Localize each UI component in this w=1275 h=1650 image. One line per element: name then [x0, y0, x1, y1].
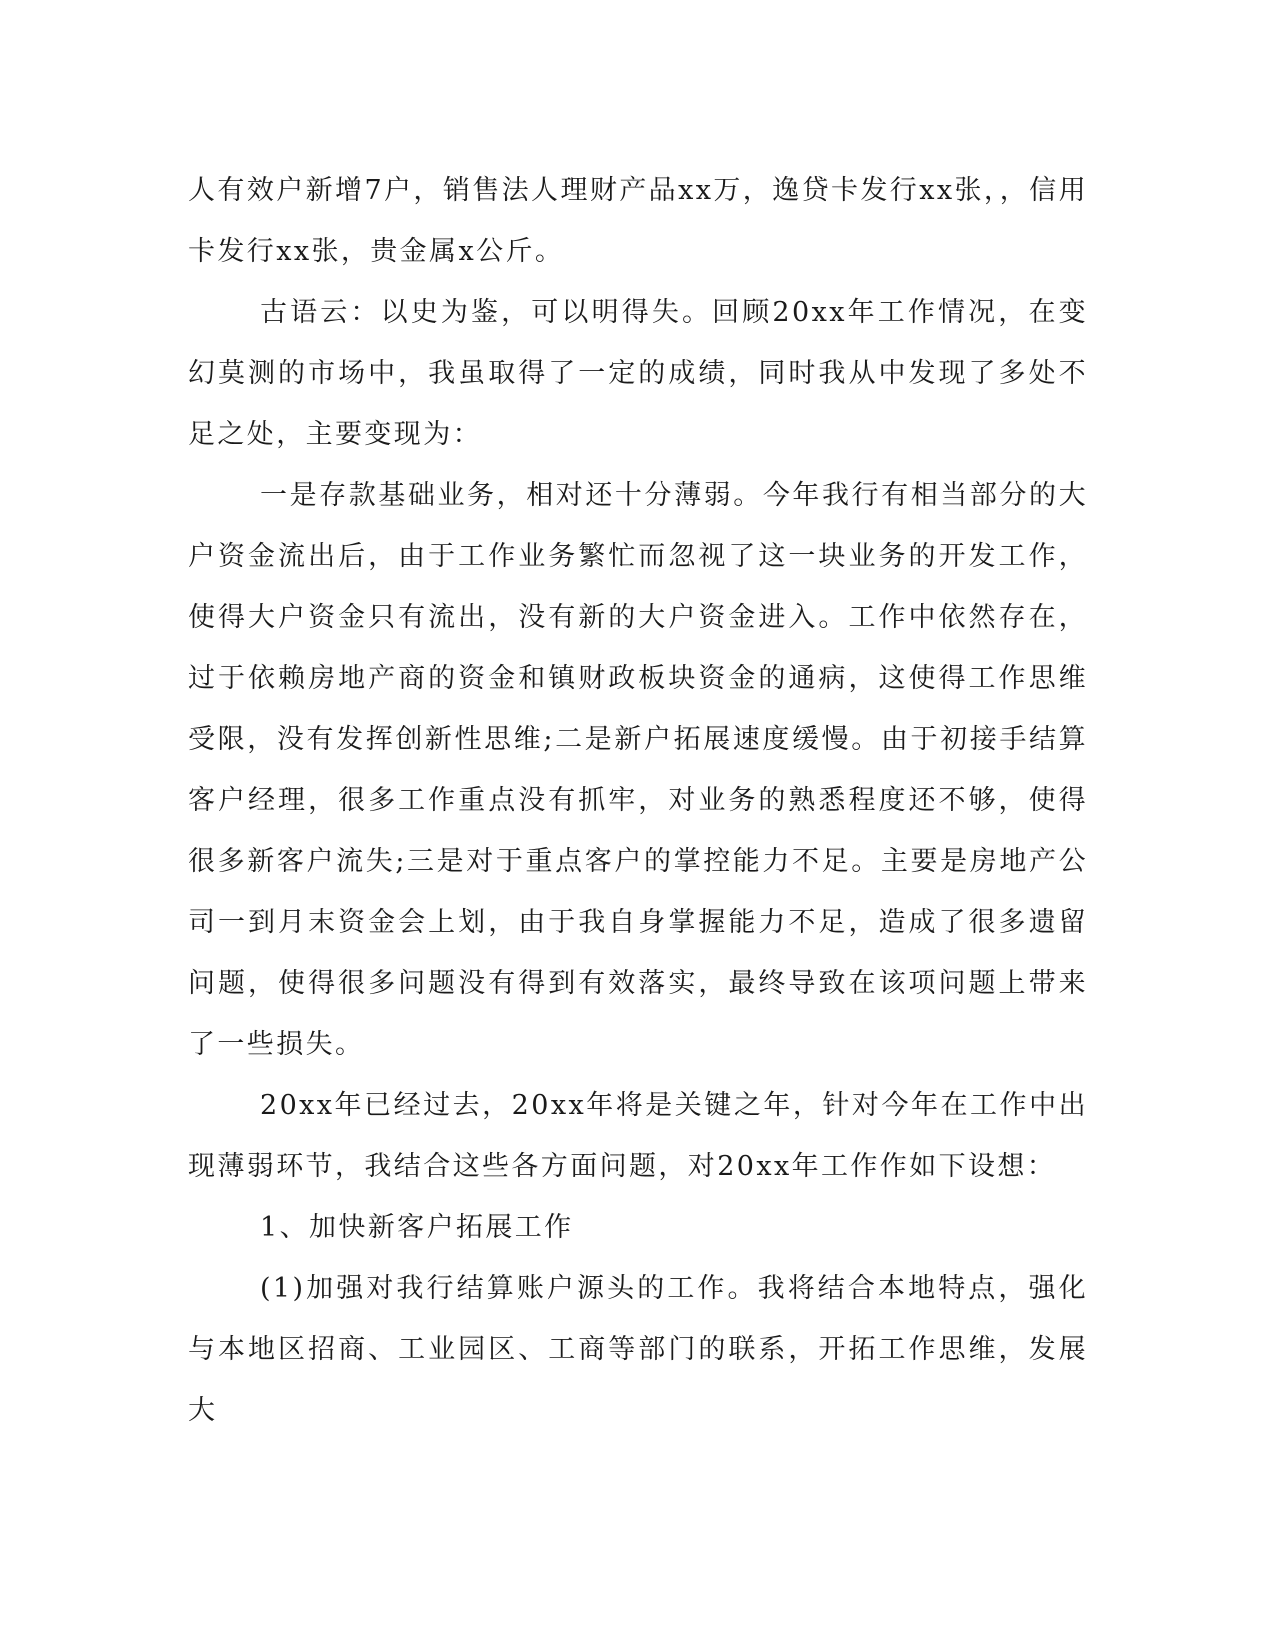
paragraph-review: 古语云：以史为鉴，可以明得失。回顾20xx年工作情况，在变幻莫测的市场中，我虽取得了一定的成绩，同时我从中发现了多处不足之处，主要变现为：: [188, 297, 1088, 450]
section-heading-new-clients: 1、加快新客户拓展工作: [260, 1212, 574, 1243]
paragraph-shortcomings: 一是存款基础业务，相对还十分薄弱。今年我行有相当部分的大户资金流出后，由于工作业务繁忙而忽视了这一块业务的开发工作，使得大户资金只有流出，没有新的大户资金进入。工作中依然存在，过于依赖房地产商的资金和镇财政板块资金的通病，这使得工作思维受限，没有发挥创新性思维;二是新户拓展速度缓慢。由于初接手结算客户经理，很多工作重点没有抓牢，对业务的熟悉程度还不够，使得很多新客户流失;三是对于重点客户的掌控能力不足。主要是房地产公司一到月末资金会上划，由于我自身掌握能力不足，造成了很多遗留问题，使得很多问题没有得到有效落实，最终导致在该项问题上带来了一些损失。: [188, 480, 1088, 1060]
document-body: [188, 160, 1088, 1441]
paragraph-item-1: (1)加强对我行结算账户源头的工作。我将结合本地特点，强化与本地区招商、工业园区、工商等部门的联系，开拓工作思维，发展大: [188, 1273, 1088, 1426]
paragraph-continuation: 人有效户新增7户，销售法人理财产品xx万，逸贷卡发行xx张，，信用卡发行xx张，贵金属x公斤。: [188, 175, 1088, 267]
paragraph-plan-intro: 20xx年已经过去，20xx年将是关键之年，针对今年在工作中出现薄弱环节，我结合这些各方面问题，对20xx年工作作如下设想：: [188, 1090, 1088, 1182]
